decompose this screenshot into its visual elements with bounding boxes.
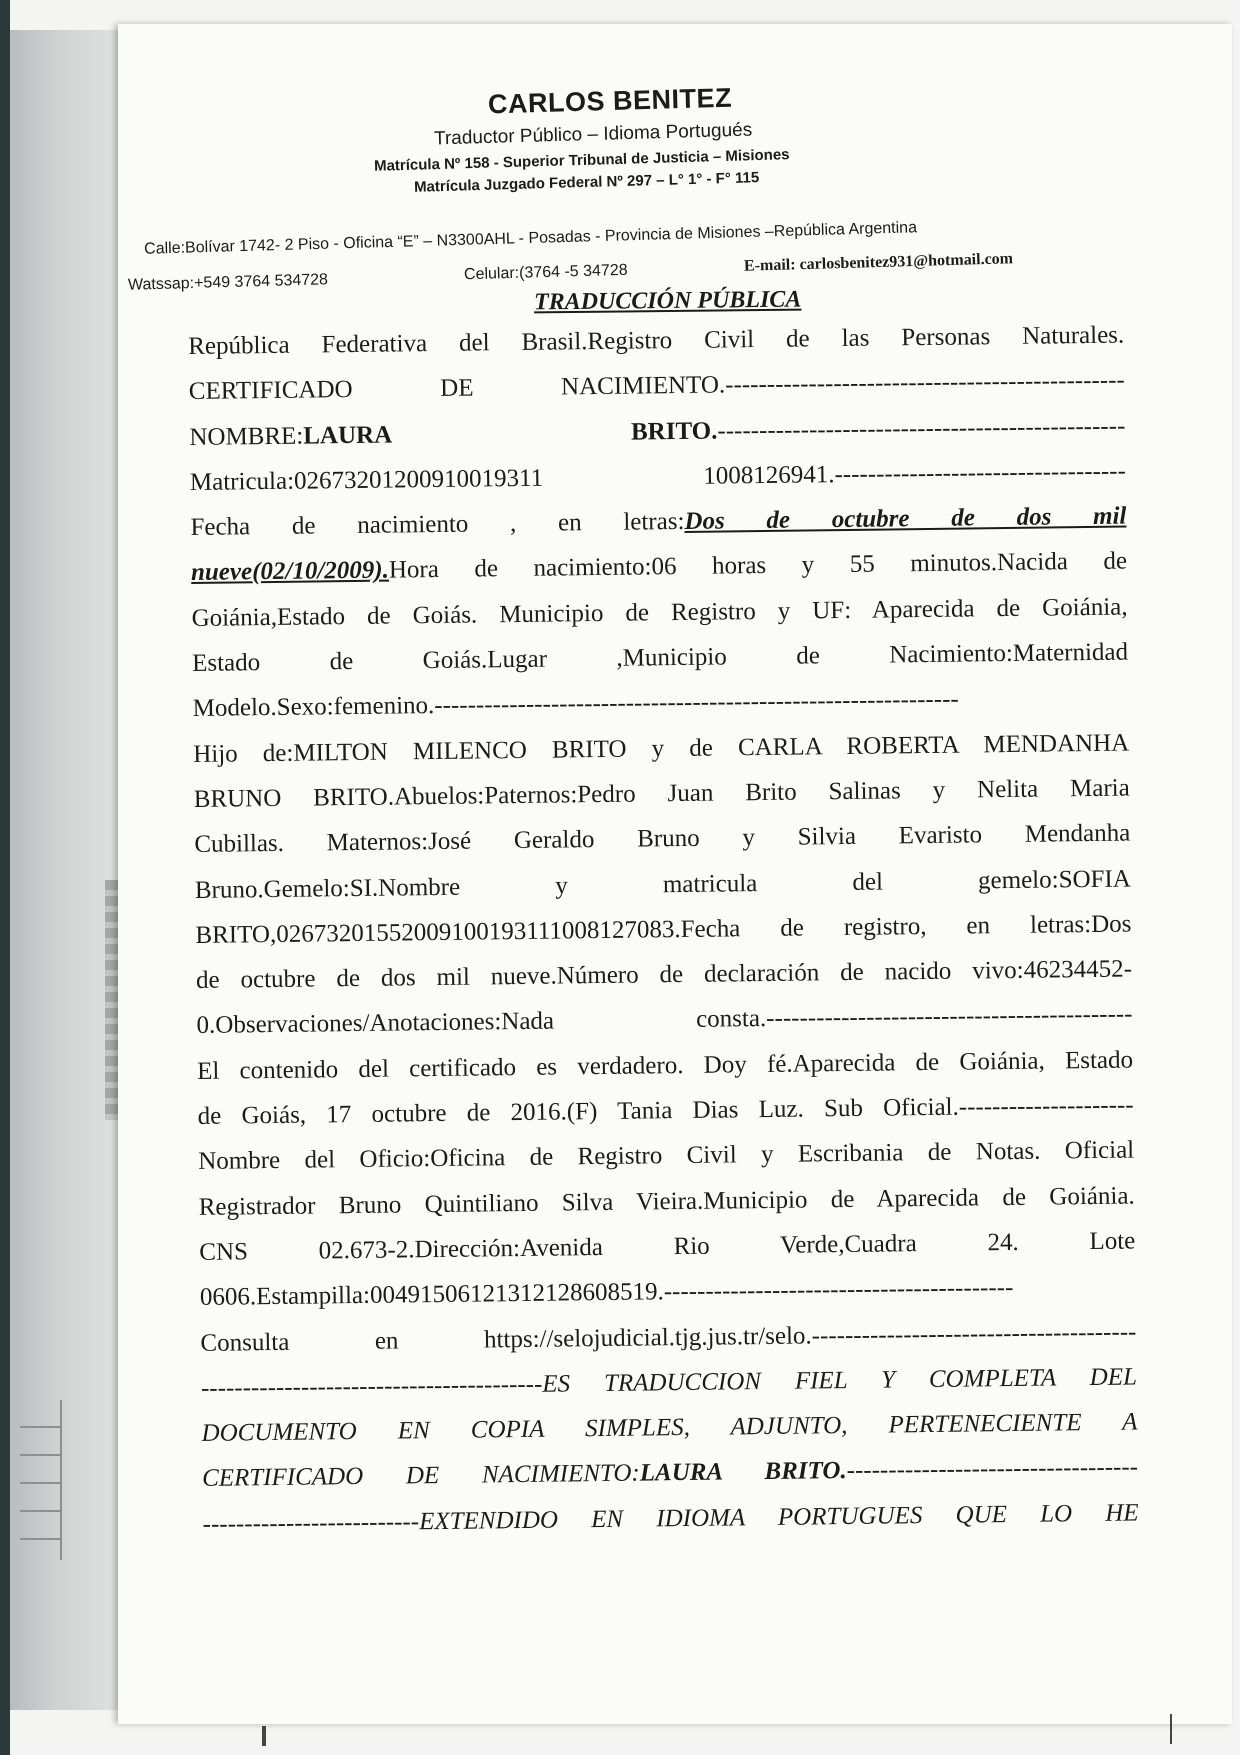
document-sheet — [118, 24, 1232, 1724]
body-line: Registrador Bruno Quintiliano Silva Vieira.Municipio de Aparecida de Goiánia. — [198, 1182, 1135, 1221]
label-fecha: Fecha de nacimiento , en letras: — [190, 508, 685, 542]
page-edge-mark — [1170, 1714, 1172, 1744]
body-line: Consulta en https://selojudicial.tjg.jus.tr/selo.--------------------------------------- — [200, 1318, 1137, 1357]
body-line: Estado de Goiás.Lugar ,Municipio de Nacimiento:Maternidad — [191, 638, 1129, 678]
body-line: Matricula:02673201200910019311 1008126941.----------------------------------- — [189, 457, 1127, 496]
body-line: Hijo de:MILTON MILENCO BRITO y de CARLA ROBERTA MENDANHA — [193, 729, 1130, 768]
body-line: Nombre del Oficio:Oficina de Registro Civil y Escribania de Notas. Oficial — [198, 1136, 1135, 1176]
body-line: Goiánia,Estado de Goiás. Municipio de Registro y UF: Aparecida de Goiánia, — [191, 593, 1128, 632]
email: E-mail: carlosbenitez931@hotmail.com — [743, 250, 1014, 275]
name-value: LAURA BRITO. — [303, 417, 718, 450]
body-line: República Federativa del Brasil.Registro Civil de las Personas Naturales. — [188, 321, 1125, 360]
dash-fill: ----------------------------------------- — [200, 1370, 543, 1402]
closing-name: LAURA BRITO. — [639, 1457, 847, 1487]
scan-left-edge — [0, 0, 10, 1755]
body-line: DOCUMENTO EN COPIA SIMPLES, ADJUNTO, PERTENECIENTE A — [201, 1408, 1138, 1448]
body-line: Cubillas. Maternos:José Geraldo Bruno y Silvia Evaristo Mendanha — [194, 819, 1131, 859]
matricula-juzgado: Matrícula Juzgado Federal Nº 297 – L° 1° - F° 115 — [413, 169, 760, 196]
whatsapp: Watssap:+549 3764 534728 — [127, 271, 329, 294]
translator-name: CARLOS BENITEZ — [487, 82, 733, 120]
closing-language: EXTENDIDO EN IDIOMA PORTUGUES QUE LO HE — [418, 1499, 1139, 1535]
document-title: TRADUCCIÓN PÚBLICA — [533, 286, 802, 316]
birth-date-words: Dos de octubre de dos mil — [684, 502, 1127, 536]
dash-fill: ------------------------------------------------- — [717, 412, 1126, 445]
underlying-page — [10, 30, 120, 1710]
underlying-page-grid — [20, 1400, 62, 1560]
body-line: Modelo.Sexo:femenino.--------------------------------------------------------------- — [192, 685, 959, 723]
underlying-page-mark — [105, 880, 119, 1120]
birth-time: Hora de nacimiento:06 horas y 55 minutos.Nacida de — [388, 548, 1128, 585]
body-line: BRUNO BRITO.Abuelos:Paternos:Pedro Juan Brito Salinas y Nelita Maria — [193, 774, 1130, 813]
closing-statement: ES TRADUCCION FIEL Y COMPLETA DEL — [542, 1363, 1138, 1398]
document-body — [188, 313, 1139, 1547]
closing-certificate: CERTIFICADO DE NACIMIENTO: — [201, 1459, 640, 1493]
body-line: 0606.Estampilla:00491506121312128608519.------------------------------------------ — [199, 1274, 1014, 1312]
label-nombre: NOMBRE: — [189, 422, 304, 451]
translator-title: Traductor Público – Idioma Portugués — [433, 119, 753, 150]
body-line: 0.Observaciones/Anotaciones:Nada consta.-------------------------------------------- — [196, 1000, 1133, 1040]
birth-date-numeric: nueve(02/10/2009). — [190, 557, 390, 587]
body-line: CNS 02.673-2.Dirección:Avenida Rio Verde,Cuadra 24. Lote — [199, 1227, 1136, 1266]
body-line: CERTIFICADO DE NACIMIENTO.------------------------------------------------ — [188, 366, 1125, 406]
body-line: El contenido del certificado es verdadero. Doy fé.Aparecida de Goiánia, Estado — [196, 1046, 1134, 1085]
celular: Celular:(3764 -5 34728 — [463, 261, 628, 284]
body-line: de Goiás, 17 octubre de 2016.(F) Tania Dias Luz. Sub Oficial.--------------------- — [197, 1091, 1134, 1130]
dash-fill: ----------------------------------- — [846, 1453, 1139, 1485]
body-line: BRITO,02673201552009100193111008127083.Fecha de registro, en letras:Dos — [195, 910, 1132, 949]
page-edge-mark — [262, 1726, 266, 1746]
body-line: de octubre de dos mil nueve.Número de declaración de nacido vivo:46234452- — [195, 955, 1133, 995]
body-line: Bruno.Gemelo:SI.Nombre y matricula del gemelo:SOFIA — [194, 865, 1132, 904]
matricula-tribunal: Matrícula Nº 158 - Superior Tribunal de Justicia – Misiones — [373, 146, 790, 175]
address: Calle:Bolívar 1742- 2 Piso - Oficina “E” – N3300AHL - Posadas - Provincia de Misiones –República Argentina — [143, 219, 918, 258]
dash-fill: -------------------------- — [202, 1507, 420, 1538]
